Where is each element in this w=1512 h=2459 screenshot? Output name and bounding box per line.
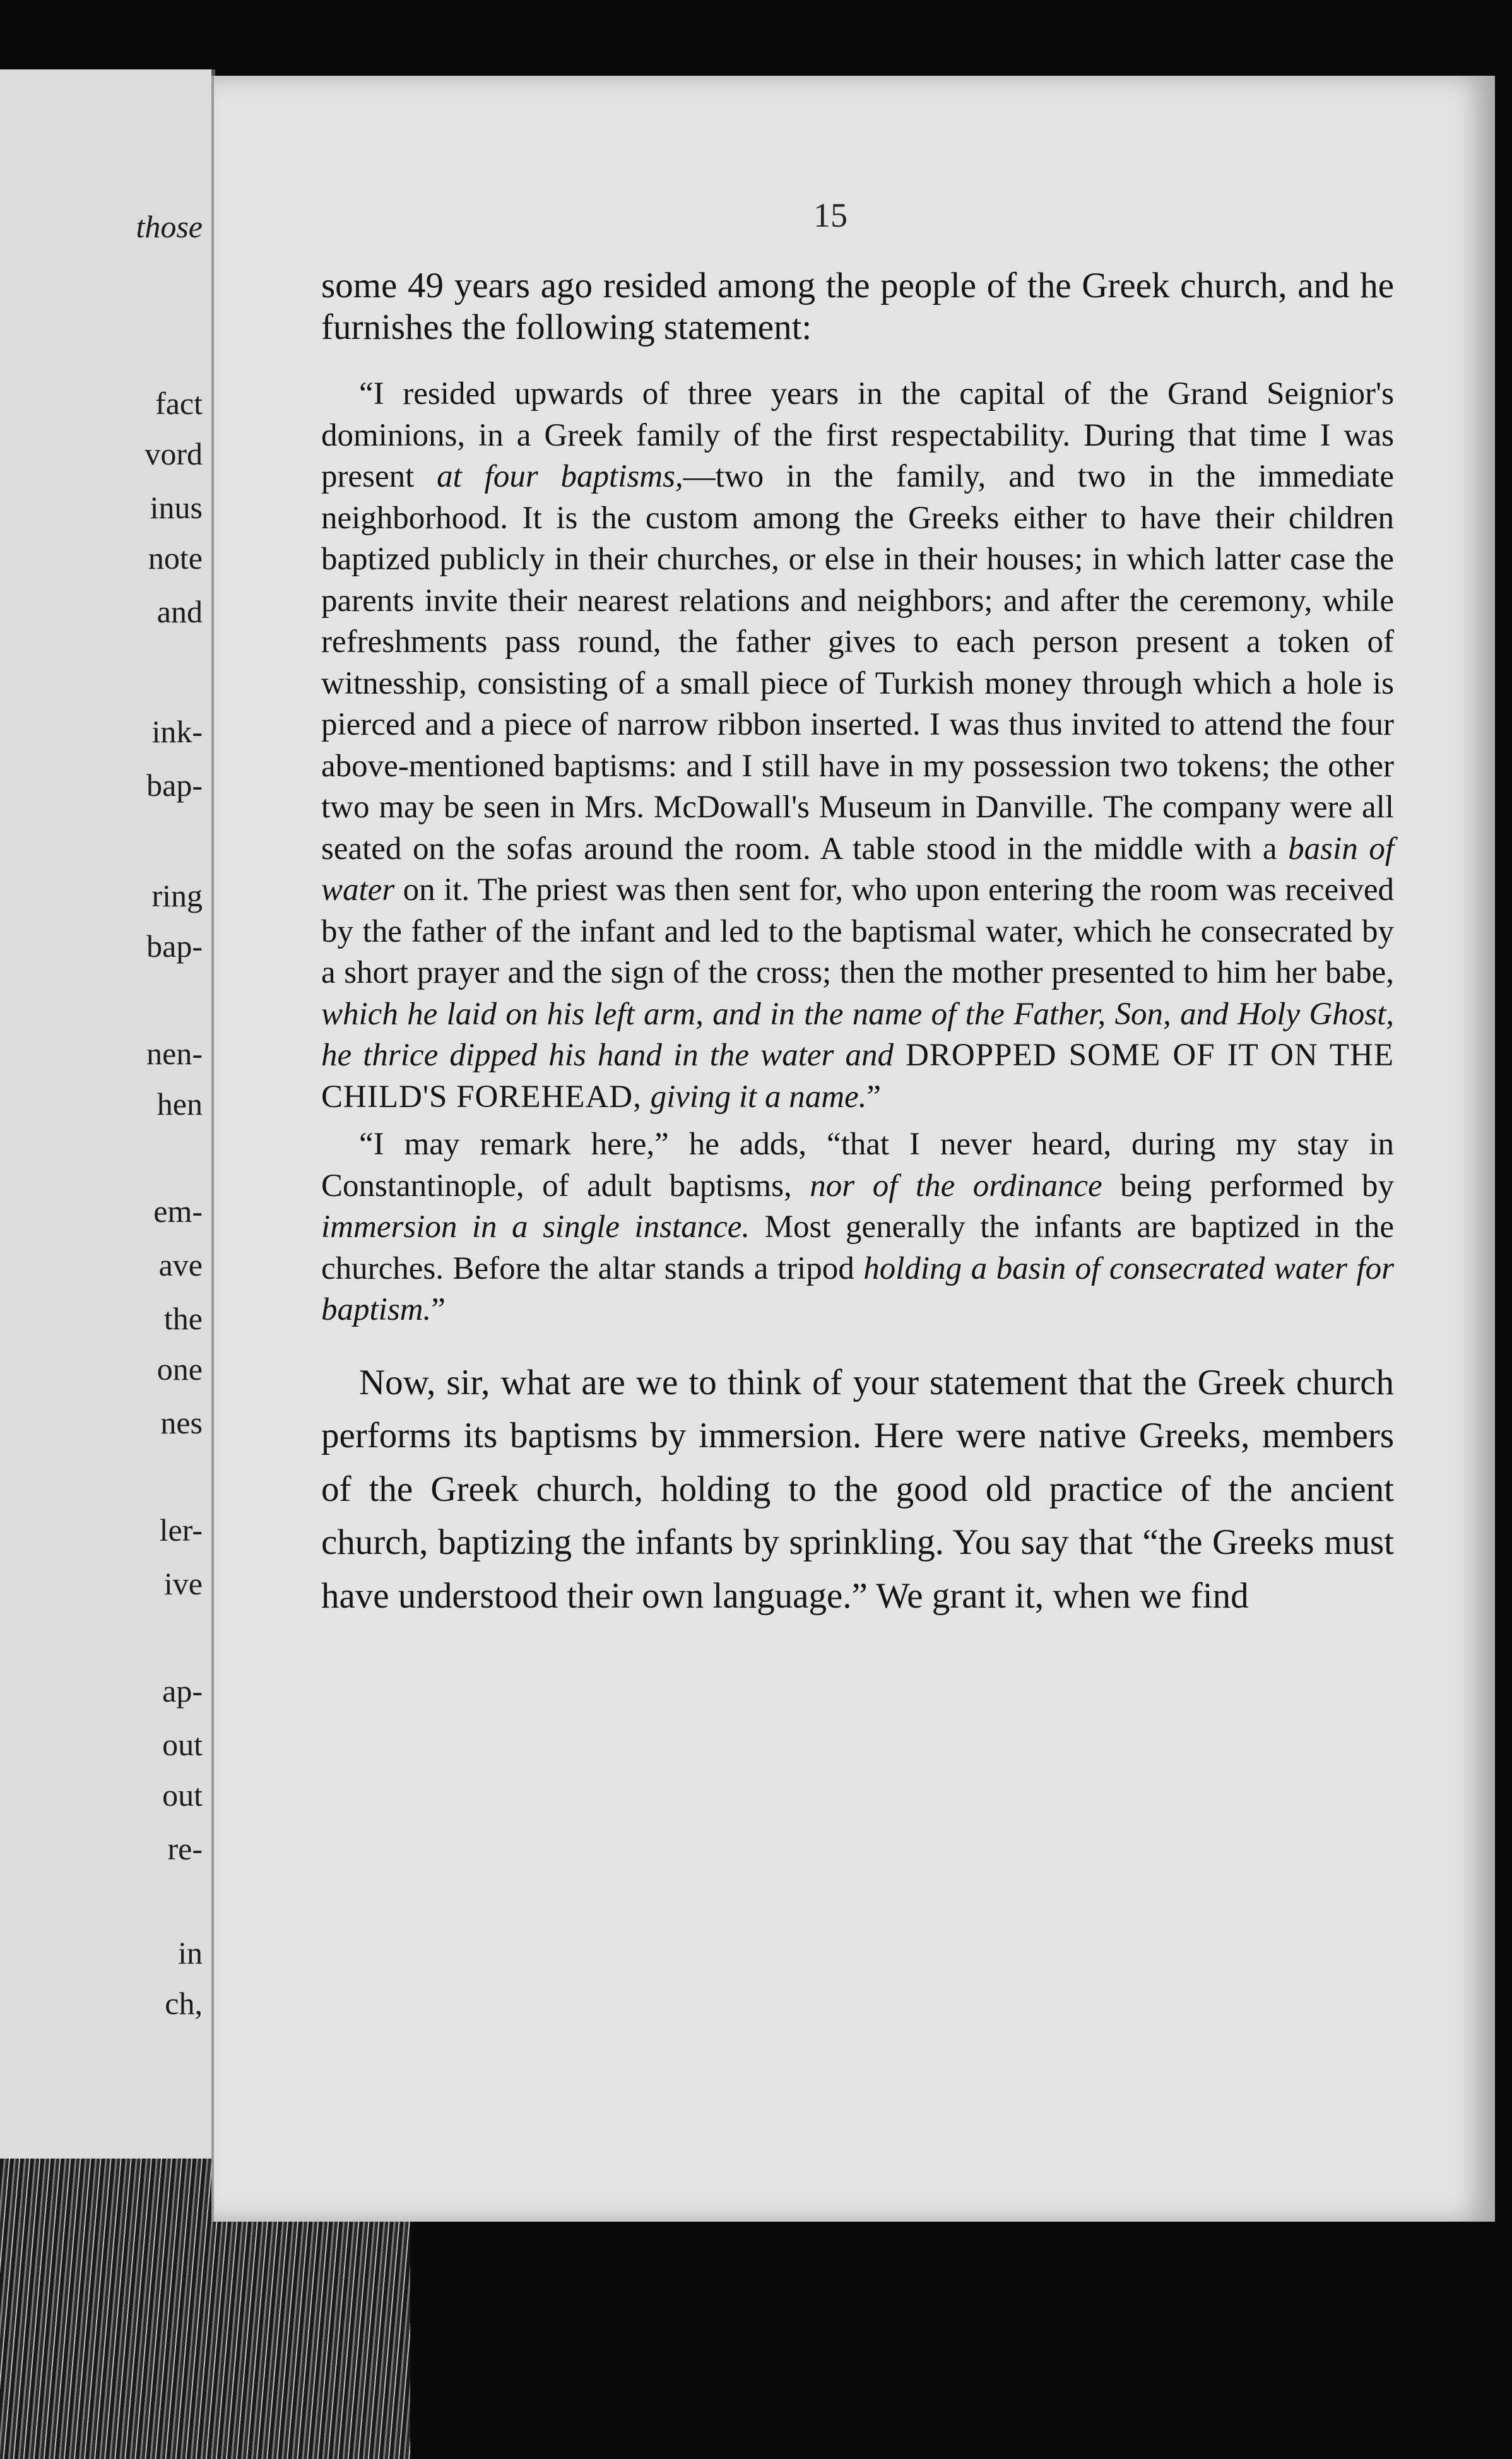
left-page-line-fragment: bap-: [146, 767, 203, 803]
q1-text-3: on it. The priest was then sent for, who upon entering the room was received by the father of the infant and led to the baptismal water, which he consecrated by a short prayer and the sign of the cross; then the mother presented to him her babe,: [321, 872, 1394, 990]
closing-paragraph: Now, sir, what are we to think of your statement that the Greek church performs its baptisms by immersion. Here were native Greeks, members of the Greek church, holding to the good old practice of the ancient church, baptizing the infants by sprinkling. You say that “the Greeks must have understood their own language.” We grant it, when we find: [321, 1362, 1394, 1616]
left-page-line-fragment: out: [162, 1727, 203, 1762]
left-page-line-fragment: vord: [145, 436, 203, 471]
left-page-line-fragment: fact: [155, 386, 203, 421]
left-page-line-fragment: re-: [167, 1831, 203, 1866]
left-page-line-fragment: and: [157, 594, 203, 629]
left-page-line-fragment: one: [157, 1351, 203, 1387]
left-page-line-fragment: inus: [150, 490, 203, 525]
q1-text-1: “I resided upwards of three years in the capital of the Grand Seignior's dominions, in a Greek family of the first respectability. During that time I was present: [321, 376, 1394, 494]
q2-text-3: Most generally the infants are baptized in the churches. Before the altar stands a tripod: [321, 1209, 1394, 1286]
q2-italic-1: nor of the ordinance: [810, 1168, 1102, 1204]
q2-italic-2: immersion in a single instance.: [321, 1209, 750, 1245]
left-page-line-fragment: ring: [151, 878, 203, 913]
q1-italic-1: at four baptisms,: [437, 459, 683, 494]
lead-paragraph: some 49 years ago resided among the people of the Greek church, and he furnishes the following statement:: [321, 266, 1394, 347]
q1-italic-2: basin of water: [321, 831, 1394, 908]
page-text: [321, 265, 1394, 1623]
quote-paragraph-1: [321, 374, 1394, 1118]
left-page-line-fragment: ch,: [165, 1986, 203, 2021]
left-page-line-fragment: nen-: [146, 1036, 203, 1071]
q1-italic-4: giving it a name.: [650, 1079, 867, 1115]
left-page-line-fragment: bap-: [146, 928, 203, 964]
q2-text-1: “I may remark here,” he adds, “that I never heard, during my stay in Constantinople, of adult baptisms,: [321, 1127, 1394, 1204]
left-page-line-fragment: ler-: [159, 1512, 203, 1548]
quote-paragraph-2: [321, 1124, 1394, 1331]
q2-italic-3: holding a basin of consecrated water for baptism.: [321, 1250, 1394, 1327]
q1-text-2: —two in the family, and two in the immediate neighborhood. It is the custom among the Greeks either to have their children baptized publicly in their churches, or else in their houses; in which latter case the parents invite their nearest relations and neighbors; and after the ceremony, while refreshments pass round, the father gives to each person present a token of witnesship, consisting of a small piece of Turkish money through which a hole is pierced and a piece of narrow ribbon inserted. I was thus invited to attend the four above-mentioned baptisms: and I still have in my possession two tokens; the other two may be seen in Mrs. McDowall's Museum in Danville. The company were all seated on the sofas around the room. A table stood in the middle with a: [321, 459, 1394, 867]
q2-text-2: being performed by: [1102, 1168, 1394, 1204]
page-number: 15: [813, 196, 848, 234]
left-page-line-fragment: those: [136, 209, 203, 244]
left-page-line-fragment: ive: [163, 1566, 203, 1601]
q1-text-5: ”: [866, 1079, 882, 1115]
left-page-line-fragment: note: [148, 540, 203, 576]
right-page: [211, 76, 1495, 2222]
left-page-fragment: [0, 69, 215, 2184]
left-page-line-fragment: the: [163, 1301, 203, 1336]
left-page-line-fragment: em-: [153, 1194, 203, 1229]
q2-text-4: ”: [431, 1292, 446, 1327]
left-page-line-fragment: hen: [157, 1086, 203, 1122]
left-page-line-fragment: in: [178, 1935, 203, 1970]
q1-caps: DROPPED SOME OF IT ON THE CHILD'S FOREHEAD,: [321, 1038, 1395, 1115]
left-page-line-fragment: nes: [160, 1405, 203, 1440]
left-page-line-fragment: ave: [158, 1247, 203, 1283]
q1-italic-3: which he laid on his left arm, and in the name of the Father, Son, and Holy Ghost, he thrice dipped his hand in the water and: [321, 996, 1394, 1073]
left-page-line-fragment: ink-: [151, 714, 203, 749]
left-page-line-fragment: ap-: [162, 1673, 203, 1709]
left-page-line-fragment: out: [162, 1777, 203, 1813]
